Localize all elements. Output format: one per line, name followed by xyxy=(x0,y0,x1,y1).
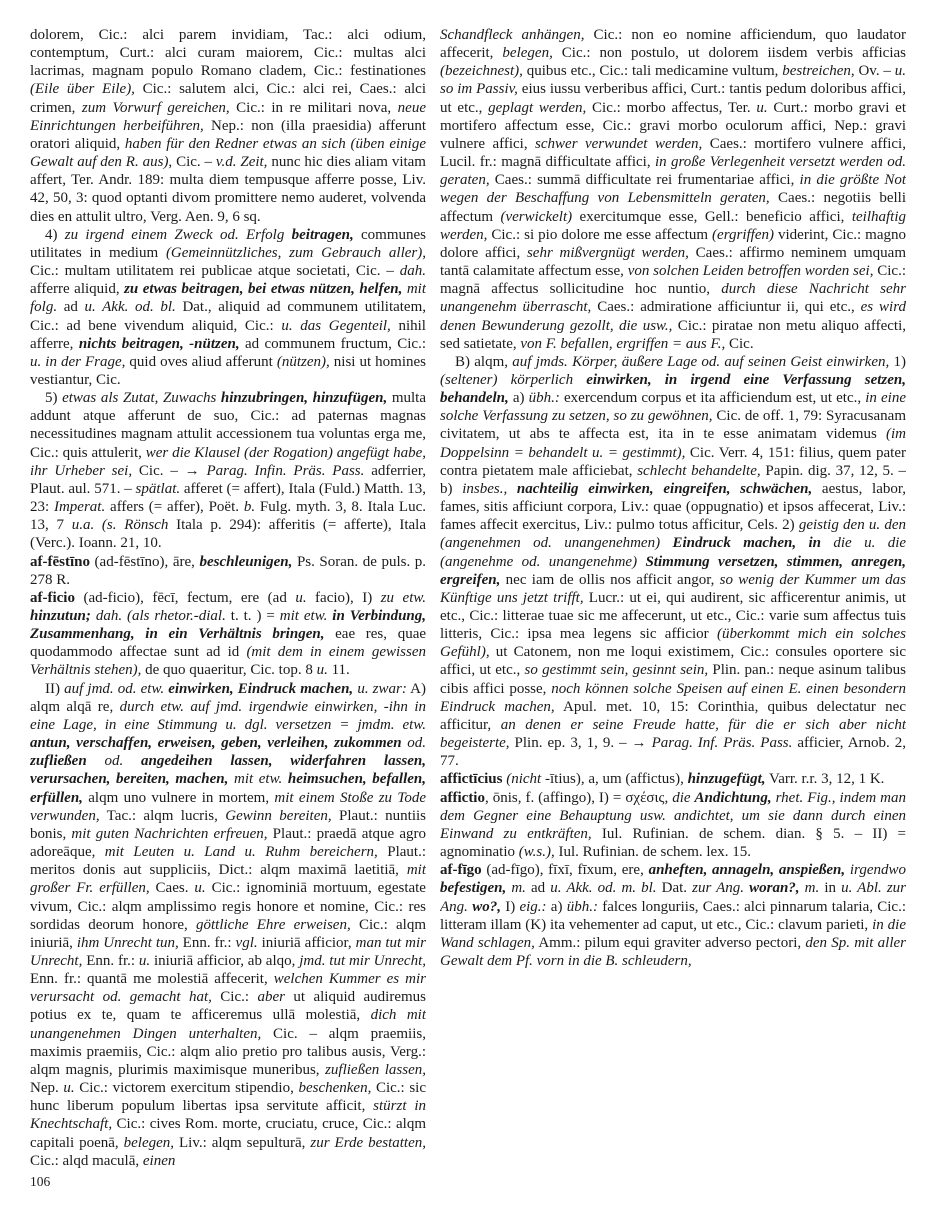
translation-italic: geistig den u. den (angenehmen od. unangenehmen) xyxy=(440,517,906,552)
translation-italic: (bezeichnest), xyxy=(440,63,523,80)
translation-italic: (überkommt mich ein solches Gefühl), xyxy=(440,626,906,661)
gloss-bold-italic: anheften, annageln, anspießen, xyxy=(648,862,846,879)
translation-italic: (verwickelt) xyxy=(500,208,573,225)
translation-italic: teilhaftig werden, xyxy=(440,208,906,243)
translation-italic: u. xyxy=(316,662,328,679)
headword: af-ficio xyxy=(30,589,75,606)
translation-italic: u. xyxy=(194,880,206,897)
translation-italic: schwer verwundet werden, xyxy=(535,135,703,152)
gloss-bold-italic: hinzubringen, hinzufügen, xyxy=(220,390,388,407)
translation-italic: Parag. Infin. Präs. Pass. xyxy=(206,462,365,479)
gloss-bold-italic: nichts beitragen, -nützen, xyxy=(78,335,240,352)
translation-italic: u. xyxy=(63,1080,75,1097)
gloss-bold-italic: heimsuchen, befallen, erfüllen, xyxy=(30,771,426,806)
translation-italic: man tut mir Unrecht, xyxy=(30,934,426,969)
translation-italic: b. xyxy=(243,499,256,516)
translation-italic: geplagt werden, xyxy=(488,99,587,116)
paragraph: affictio, ōnis, f. (affingo), I) = σχέσις, die Andichtung, rhet. Fig., indem man dem Gegner eine Behauptung usw. andichtet, um sie dann durch einen Einwand zu entkräften, Iul. Rufinian. de schem. dian. § 5. – II) = agnominatio (w.s.), Iul. Rufinian. de schem. lex. 15. xyxy=(440,789,906,861)
translation-italic: durch diese Nachricht sehr unangenehm überrascht, xyxy=(440,281,906,316)
translation-italic: übh.: xyxy=(528,390,560,407)
paragraph: dolorem, Cic.: alci parem invidiam, Tac.: alci odium, contemptum, Curt.: alci curam maiorem, Cic.: multas alci lacrimas, magnam populo Romano cladem, Cic.: festinationes (Eile über Eile), Cic.: salutem alci, Cic.: alci rei, Caes.: alci crimen, zum Vorwurf gereichen, Cic.: in re militari nova, neue Einrichtungen herbeiführen, Nep.: non (illa praesidia) afferunt oratori aliquid, haben für den Redner etwas an sich (üben einige Gewalt auf den R. aus), Cic. – v.d. Zeit, nunc hic dies aliam vitam affert, Ter. Andr. 189: multa diem tempusque afferre posse, Liv. 42, 50, 3: quod optanti divom promittere nemo auderet, volvenda dies en attulit ultro, Verg. Aen. 9, 6 sq. xyxy=(30,27,426,225)
translation-italic: wer die Klausel (der Rogation) angefügt habe, ihr Urheber sei, xyxy=(30,444,426,479)
translation-italic: belegen, xyxy=(502,45,553,62)
translation-italic: übh.: xyxy=(566,898,598,915)
text-columns xyxy=(30,26,906,1172)
translation-italic: eig.: xyxy=(519,898,547,915)
translation-italic: spätlat. xyxy=(135,480,181,497)
translation-italic: insbes., xyxy=(462,480,508,497)
translation-italic: zur Ang. xyxy=(692,880,745,897)
gloss-bold-italic: Andichtung, xyxy=(694,789,772,806)
translation-italic: mit einem Stoße zu Tode verwunden, xyxy=(30,789,426,824)
gloss-bold-italic: zufließen xyxy=(30,753,87,770)
translation-italic: Gewinn bereiten, xyxy=(225,807,332,824)
gloss-bold-italic: einwirken, in irgend eine Verfassung setzen, behandeln, xyxy=(440,371,906,407)
translation-italic: zur Erde bestatten, xyxy=(310,1134,426,1151)
translation-italic: u. xyxy=(138,952,151,969)
headword: af-fīgo xyxy=(440,862,482,879)
gloss-bold-italic: nachteilig einwirken, eingreifen, schwächen, xyxy=(516,480,813,497)
translation-italic: od. xyxy=(104,753,124,770)
gloss-bold-italic: wo?, xyxy=(472,898,501,915)
translation-italic: u. xyxy=(295,589,307,606)
translation-italic: sehr mißvergnügt werden, xyxy=(526,244,689,261)
translation-italic: schlecht behandelte, xyxy=(637,462,761,479)
translation-italic: ihm Unrecht tun, xyxy=(76,934,179,951)
translation-italic: m. xyxy=(804,880,820,897)
translation-italic: noch können solche Speisen auf einen E. einen besondern Eindruck machen, xyxy=(440,680,906,715)
paragraph: 5) etwas als Zutat, Zuwachs hinzubringen, hinzufügen, multa addunt atque afferunt de suo, Cic.: ad paternas magnas necessitudines magnam attulit accessionem tua voluntas erga me, Cic.: quis attulerit, wer die Klausel (der Rogation) angefügt habe, ihr Urheber sei, Cic. – → Parag. Infin. Präs. Pass. adferrier, Plaut. aul. 571. – spätlat. afferet (= affert), Itala (Fuld.) Matth. 13, 23: Imperat. affers (= affer), Poët. b. Fulg. myth. 3, 8. Itala Luc. 13, 7 u.a. (s. Rönsch Itala p. 294): afferitis (= afferte), Itala (Verc.). Ioann. 21, 10. xyxy=(30,390,426,552)
gloss-bold-italic: angedeihen lassen, widerfahren lassen, verursachen, bereiten, machen, xyxy=(30,753,426,788)
translation-italic: vgl. xyxy=(235,934,258,951)
gloss-bold-italic: antun, verschaffen, erweisen, geben, verleihen, zukommen xyxy=(30,735,402,752)
translation-italic: in große Verlegenheit versetzt werden od. geraten, xyxy=(440,154,906,189)
translation-italic: von F. befallen, ergriffen = aus F., xyxy=(520,335,726,352)
translation-italic: u. in der Frage, xyxy=(30,353,126,370)
translation-italic: so wenig der Kummer um das Künftige uns jetzt trifft, xyxy=(440,571,906,606)
page-number: 106 xyxy=(30,1174,51,1189)
translation-italic: irgendwo xyxy=(849,862,906,879)
translation-italic: (nicht xyxy=(506,771,542,788)
translation-italic: durch etw. auf jmd. irgendwie einwirken, -ihn in eine Lage, in eine Stimmung u. dgl. versetzen = jmdm. etw. xyxy=(30,698,426,733)
translation-italic: göttliche Ehre erweisen, xyxy=(196,916,351,933)
translation-italic: (Gemeinnützliches, zum Gebrauch aller), xyxy=(165,244,426,261)
translation-italic: Imperat. xyxy=(53,499,106,516)
translation-italic: Parag. Inf. Präs. Pass. xyxy=(651,735,793,752)
gloss-bold-italic: einwirken, Eindruck machen, xyxy=(168,680,354,697)
translation-italic: aber xyxy=(257,989,285,1006)
translation-italic: u. Abl. zur Ang. xyxy=(440,880,906,915)
paragraph: af-fēstīno (ad-fēstīno), āre, beschleunigen, Ps. Soran. de puls. p. 278 R. xyxy=(30,553,426,588)
paragraph: affictīcius (nicht -ītius), a, um (affictus), hinzugefügt, Varr. r.r. 3, 12, 1 K. xyxy=(440,771,885,788)
translation-italic: so gestimmt sein, gesinnt sein, xyxy=(524,662,709,679)
translation-italic: od. xyxy=(407,735,426,752)
gloss-bold-italic: in Verbindung, Zusammenhang, in ein Verhältnis bringen, xyxy=(30,608,426,643)
translation-italic: zu irgend einem Zweck od. Erfolg xyxy=(64,226,285,243)
translation-italic: jmd. tut mir Unrecht, xyxy=(299,952,426,969)
gloss-bold-italic: hinzugefügt, xyxy=(687,771,766,788)
translation-italic: beschenken, xyxy=(298,1080,372,1097)
right-column xyxy=(440,26,906,1172)
translation-italic: mit etw. xyxy=(233,771,283,788)
translation-italic: (mit dem in einem gewissen Verhältnis stehen), xyxy=(30,644,426,679)
gloss-bold-italic: befestigen, xyxy=(440,880,507,897)
translation-italic: dah. (als rhetor.-dial. xyxy=(95,608,226,624)
translation-italic: neue Einrichtungen herbeiführen, xyxy=(30,99,426,134)
translation-italic: mit folg. xyxy=(30,281,426,316)
paragraph: af-ficio (ad-ficio), fēcī, fectum, ere (ad u. facio), I) zu etw. hinzutun; dah. (als rhetor.-dial. t. t. ) = mit etw. in Verbindung, Zusammenhang, in ein Verhältnis bringen, eae res, quae quodammodo affectae sunt ad id (mit dem in einem gewissen Verhältnis stehen), de quo quaeritur, Cic. top. 8 u. 11. xyxy=(30,589,426,679)
translation-italic: es wird denen Bewunderung gezollt, die usw., xyxy=(440,299,906,334)
paragraph: af-fīgo (ad-fīgo), fīxī, fīxum, ere, anheften, annageln, anspießen, irgendwo befestigen, m. ad u. Akk. od. m. bl. Dat. zur Ang. woran?, m. in u. Abl. zur Ang. wo?, I) eig.: a) übh.: falces longuriis, Caes.: alci pinnarum talaria, Cic.: litteram illam (K) ita vehementer ad caput, ut etc., Cic.: clavum parieti, in die Wand schlagen, Amm.: pilum equi graviter adverso pectori, den Sp. mit aller Gewalt dem Pf. vorn in die B. schleudern, xyxy=(440,862,906,969)
gloss-bold-italic: hinzutun; xyxy=(30,608,91,624)
gloss-bold-italic: beitragen, xyxy=(291,226,354,243)
translation-italic: auf jmds. Körper, äußere Lage od. auf seinen Geist einwirken, xyxy=(512,353,890,370)
translation-italic: (w.s.), xyxy=(518,844,555,861)
translation-italic: die xyxy=(672,789,691,806)
translation-italic: v.d. Zeit, xyxy=(215,154,268,171)
translation-italic: (ergriffen) xyxy=(712,226,774,243)
translation-italic: an denen er seine Freude hatte, für die er sich aber nicht begeisterte, xyxy=(440,716,906,752)
translation-italic: mit großer Fr. erfüllen, xyxy=(30,862,426,897)
translation-italic: mit etw. xyxy=(279,608,328,624)
translation-italic: stürzt in Knechtschaft, xyxy=(30,1098,426,1133)
paragraph: Schandfleck anhängen, Cic.: non eo nomine afficiendum, quo laudator affecerit, belegen, Cic.: non postulo, ut dolorem iisdem verbis afficias (bezeichnest), quibus etc., Cic.: tali medicamine vultum, bestreichen, Ov. – u. so im Passiv, eius iussu verberibus affici, Curt.: tantis pedum doloribus affici, ut etc., geplagt werden, Cic.: morbo affectus, Ter. u. Curt.: morbo gravi et mortifero affectum esse, Cic.: gravi morbo oculorum affici, Nep.: gravi vulnere affici, schwer verwundet werden, Caes.: mortifero vulnere affici, Lucil. fr.: magnā difficultate affici, in große Verlegenheit versetzt werden od. geraten, Caes.: summā difficultate rei frumentariae affici, in die größte Not wegen der Beschaffung von Lebensmitteln geraten, Caes.: negotiis belli affectum (verwickelt) exercitumque esse, Gell.: beneficio affici, teilhaftig werden, Cic.: si pio dolore me esse affectum (ergriffen) viderint, Cic.: magno dolore affici, sehr mißvergnügt werden, Caes.: affirmo neminem umquam tantā calamitate affectum esse, von solchen Leiden betroffen worden sei, Cic.: magnā affectus sollicitudine hoc nuntio, durch diese Nachricht sehr unangenehm überrascht, Caes.: admiratione afficiuntur ii, qui etc., es wird denen Bewunderung gezollt, die usw., Cic.: piratae non metu aliquo affecti, sed satietate, von F. befallen, ergriffen = aus F., Cic. xyxy=(440,27,906,352)
translation-italic: den Sp. mit aller Gewalt dem Pf. vorn in die B. schleudern, xyxy=(440,934,906,969)
translation-italic: die u. die (angenehme od. unangenehme) xyxy=(440,535,906,570)
translation-italic: bestreichen, xyxy=(782,63,855,80)
translation-italic: u. Akk. od. bl. xyxy=(84,299,176,316)
translation-italic: u.a. (s. Rönsch xyxy=(71,517,169,534)
translation-italic: u. zwar: xyxy=(357,680,407,697)
translation-italic: auf jmd. od. etw. xyxy=(64,680,165,697)
translation-italic: (seltener) körperlich xyxy=(440,371,574,388)
gloss-bold-italic: zu etwas beitragen, bei etwas nützen, helfen, xyxy=(124,281,403,298)
translation-italic: in die größte Not wegen der Beschaffung von Lebensmitteln geraten, xyxy=(440,172,906,207)
translation-italic: zufließen lassen, xyxy=(325,1061,426,1078)
translation-italic: u. xyxy=(756,99,768,116)
headword: affictio xyxy=(440,789,485,806)
translation-italic: (im Doppelsinn = behandelt u. = gestimmt), xyxy=(440,426,906,461)
gloss-bold-italic: beschleunigen, xyxy=(199,553,293,570)
paragraph: B) alqm, auf jmds. Körper, äußere Lage od. auf seinen Geist einwirken, 1) (seltener) körperlich einwirken, in irgend eine Verfassung setzen, behandeln, a) übh.: exercendum corpus et ita afficiendum est, ut etc., in eine solche Verfassung zu setzen, so zu gewöhnen, Cic. de off. 1, 79: Syracusanam civitatem, ut abs te affecta est, ita in te esse animatam videmus (im Doppelsinn = behandelt u. = gestimmt), Cic. Verr. 4, 151: filius, quem pater contra pietatem male afficiebat, schlecht behandelte, Papin. dig. 37, 12, 5. – b) insbes., nachteilig einwirken, eingreifen, schwächen, aestus, labor, fames, sitis afficiunt corpora, Liv.: quae (oppugnatio) et ipsos affecerat, Liv.: fames affecit exercitus, Liv.: pulmo totus afficitur, Cels. 2) geistig den u. den (angenehmen od. unangenehmen) Eindruck machen, in die u. die (angenehme od. unangenehme) Stimmung versetzen, stimmen, anregen, ergreifen, nec iam de ollis nos afficit angor, so wenig der Kummer um das Künftige uns jetzt trifft, Lucr.: ut ei, qui audirent, sic afficerentur animis, ut etc., Cic.: litterae tuae sic me affecerunt, ut etc., Cic.: varie sum affectus tuis litteris, Cic.: ipsa mea legens sic afficior (überkommt mich ein solches Gefühl), ut Catonem, non me loqui existimem, Cic.: consules oportere sic affici, ut etc., so gestimmt sein, gesinnt sein, Plin. pan.: neque asinum talibus cibis affici posse, noch können solche Speisen auf einen E. einen besondern Eindruck machen, Apul. met. 10, 15: Corinthia, quibus delectatur nec afficitur, an denen er seine Freude hatte, für die er sich aber nicht begeisterte, Plin. ep. 3, 1, 9. – → Parag. Inf. Präs. Pass. afficier, Arnob. 2, 77. xyxy=(440,353,906,770)
gloss-bold-italic: Stimmung versetzen, stimmen, anregen, ergreifen, xyxy=(440,553,906,588)
translation-italic: etwas als Zutat, Zuwachs xyxy=(62,390,217,407)
translation-italic: mit guten Nachrichten erfreuen, xyxy=(71,825,268,842)
paragraph: II) auf jmd. od. etw. einwirken, Eindruck machen, u. zwar: A) alqm alqā re, durch etw. auf jmd. irgendwie einwirken, -ihn in eine Lage, in eine Stimmung u. dgl. versetzen = jmdm. etw. antun, verschaffen, erweisen, geben, verleihen, zukommen od. zufließen od. angedeihen lassen, widerfahren lassen, verursachen, bereiten, machen, mit etw. heimsuchen, befallen, erfüllen, alqm uno vulnere in mortem, mit einem Stoße zu Tode verwunden, Tac.: alqm lucris, Gewinn bereiten, Plaut.: nuntiis bonis, mit guten Nachrichten erfreuen, Plaut.: praedā atque agro adoreāque, mit Leuten u. Land u. Ruhm bereichern, Plaut.: meritos donis aut suppliciis, Dict.: alqm maximā laetitiā, mit großer Fr. erfüllen, Caes. u. Cic.: ignominiā mortuum, egestate vivum, Cic.: alqm amplissimo regis honore et nomine, Cic.: res sordidas deorum honore, göttliche Ehre erweisen, Cic.: alqm iniuriā, ihm Unrecht tun, Enn. fr.: vgl. iniuriā afficior, man tut mir Unrecht, Enn. fr.: u. iniuriā afficior, ab alqo, jmd. tut mir Unrecht, Enn. fr.: quantā me molestiā affecerit, welchen Kummer es mir verursacht od. gemacht hat, Cic.: aber ut aliquid audiremus potius ex te, quam te afficeremus ullā molestiā, dich mit unangenehmen Dingen unterhalten, Cic. – alqm praemiis, maximis praemiis, Cic.: alqm alio pretio pro talibus ausis, Verg.: alqm magnis, plurimis maximisque muneribus, zufließen lassen, Nep. u. Cic.: victorem exercitum stipendio, beschenken, Cic.: sic hunc liberum populum libertas ipsa servitute afficit, stürzt in Knechtschaft, Cic.: cives Rom. morte, cruciatu, cruce, Cic.: alqm capitali poenā, belegen, Liv.: alqm sepulturā, zur Erde bestatten, Cic.: alqd maculā, einen xyxy=(30,680,426,1169)
gloss-bold-italic: Eindruck machen, in xyxy=(672,535,821,552)
translation-italic: von solchen Leiden betroffen worden sei, xyxy=(627,263,874,280)
translation-italic: u. so im Passiv, xyxy=(440,63,906,98)
translation-italic: u. Akk. od. m. bl. xyxy=(550,880,657,897)
translation-italic: zum Vorwurf gereichen, xyxy=(81,99,230,116)
translation-italic: belegen, xyxy=(123,1134,175,1151)
translation-italic: mit Leuten u. Land u. Ruhm bereichern, xyxy=(104,844,378,861)
translation-italic: dah. xyxy=(399,263,426,280)
gloss-bold-italic: woran?, xyxy=(749,880,800,897)
paragraph: 4) zu irgend einem Zweck od. Erfolg beitragen, communes utilitates in medium (Gemeinnützliches, zum Gebrauch aller), Cic.: multam utilitatem rei publicae atque societati, Cic. – dah. afferre aliquid, zu etwas beitragen, bei etwas nützen, helfen, mit folg. ad u. Akk. od. bl. Dat., aliquid ad communem utilitatem, Cic.: ad bene vivendum aliquid, Cic.: u. das Gegenteil, nihil afferre, nichts beitragen, -nützen, ad communem fructum, Cic.: u. in der Frage, quid oves aliud afferunt (nützen), nisi ut homines vestiantur, Cic. xyxy=(30,226,426,388)
translation-italic: Schandfleck anhängen, xyxy=(440,27,585,43)
translation-italic: m. xyxy=(511,880,526,897)
translation-italic: in eine solche Verfassung zu setzen, so zu gewöhnen, xyxy=(440,390,906,425)
translation-italic: u. das Gegenteil, xyxy=(281,317,391,334)
translation-italic: rhet. Fig., indem man dem Gegner eine Behauptung usw. andichtet, um sie dann durch einen Einwand zu entkräften, xyxy=(440,789,906,842)
headword: affictīcius xyxy=(440,771,503,788)
left-column xyxy=(30,26,426,1172)
translation-italic: einen xyxy=(142,1152,176,1169)
translation-italic: (nützen), xyxy=(276,353,330,370)
translation-italic: in die Wand schlagen, xyxy=(440,916,906,951)
translation-italic: haben für den Redner etwas an sich (üben einige Gewalt auf den R. aus), xyxy=(30,135,426,171)
translation-italic: zu etw. xyxy=(380,589,426,606)
translation-italic: welchen Kummer es mir verursacht od. gemacht hat, xyxy=(30,971,426,1006)
headword: af-fēstīno xyxy=(30,553,90,570)
translation-italic: dich mit unangenehmen Dingen unterhalten, xyxy=(30,1007,426,1042)
translation-italic: (Eile über Eile), xyxy=(30,81,135,98)
